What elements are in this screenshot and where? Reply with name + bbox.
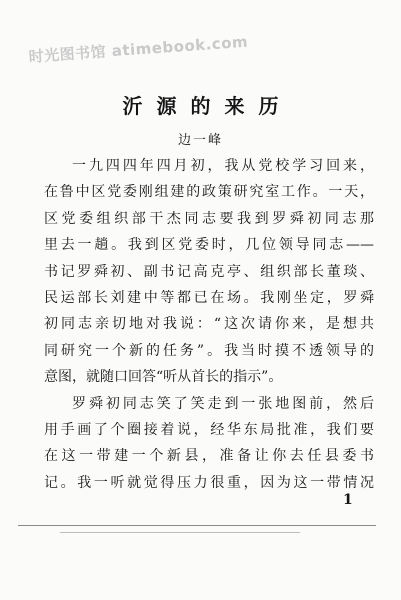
paragraph-line: 民运部长刘建中等都已在场。我刚坐定，罗舜 xyxy=(44,289,374,306)
watermark: 时光图书馆 atimebook.com xyxy=(28,32,249,66)
paragraph-line: 初同志亲切地对我说：“这次请你来，是想共 xyxy=(44,316,374,333)
paragraph-line: 里去一趟。我到区党委时，几位领导同志—— xyxy=(44,237,374,254)
author-name: 边一峰 xyxy=(177,133,223,148)
page-bottom-divider xyxy=(60,532,300,533)
paragraph-line: 记。我一听就觉得压力很重，因为这一带情况 xyxy=(44,474,374,491)
paragraph-line: 书记罗舜初、副书记高克亭、组织部长董琰、 xyxy=(44,263,374,280)
paragraph-line: 同研究一个新的任务”。我当时摸不透领导的 xyxy=(44,342,374,359)
paragraph-line: 一九四四年四月初，我从党校学习回来， xyxy=(72,158,374,174)
chapter-title: 沂源的来历 xyxy=(122,94,293,118)
paragraph-line: 用手画了个圈接着说，经华东局批准，我们要 xyxy=(44,421,374,438)
page-number: 1 xyxy=(343,492,353,508)
body-text xyxy=(44,153,374,496)
page-bottom-divider xyxy=(18,525,376,526)
paragraph-line: 罗舜初同志笑了笑走到一张地图前，然后 xyxy=(72,395,374,412)
paragraph-line: 意图，就随口回答“听从首长的指示”。 xyxy=(44,369,283,386)
paragraph-line: 在这一带建一个新县，准备让你去任县委书 xyxy=(44,448,374,465)
paragraph-line: 在鲁中区党委刚组建的政策研究室工作。一天， xyxy=(44,184,374,201)
paragraph-line: 区党委组织部干杰同志要我到罗舜初同志那 xyxy=(44,210,374,227)
